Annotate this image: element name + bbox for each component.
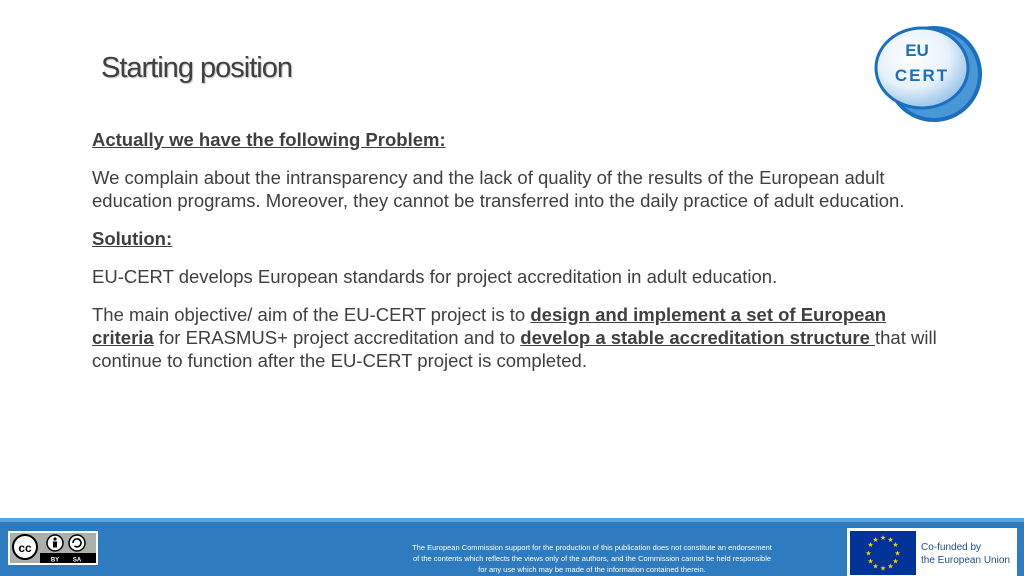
problem-text: We complain about the intransparency and the lack of quality of the results of the European adult education programs. Moreover, they cannot be transferred into the daily practice of adult education. xyxy=(92,167,905,211)
svg-text:★: ★ xyxy=(867,541,874,549)
svg-text:★: ★ xyxy=(879,564,887,573)
solution-heading: Solution: xyxy=(92,228,173,249)
slide-content xyxy=(92,128,942,387)
eu-disclaimer xyxy=(370,542,814,575)
objective-bold1: design and implement a set of European criteria xyxy=(92,304,887,348)
svg-text:★: ★ xyxy=(865,549,872,558)
solution-text: EU-CERT develops European standards for project accreditation in adult education. xyxy=(92,266,778,287)
eu-label-line1: Co-funded by xyxy=(921,542,982,553)
svg-text:★: ★ xyxy=(887,536,894,544)
eu-flag-icon xyxy=(850,531,916,575)
svg-text:★: ★ xyxy=(872,536,879,544)
slide-title: Starting position xyxy=(101,52,292,84)
eu-cert-logo xyxy=(872,18,990,126)
cc-license-badge[interactable] xyxy=(8,531,98,565)
logo-text-cert: CERT xyxy=(894,66,950,85)
eu-cofunded-label xyxy=(921,541,1017,567)
objective-part3: that will continue to function after the EU-CERT project is completed. xyxy=(92,327,937,371)
objective-paragraph xyxy=(92,303,942,372)
footer-bar xyxy=(0,518,1024,576)
svg-text:★: ★ xyxy=(892,541,899,549)
objective-bold2: develop a stable accreditation structure xyxy=(520,327,875,348)
svg-text:★: ★ xyxy=(867,557,874,566)
cc-icon: cc xyxy=(18,541,32,555)
by-label: BY xyxy=(50,557,60,563)
svg-text:★: ★ xyxy=(894,549,901,558)
eu-cofunded-badge xyxy=(847,528,1017,576)
svg-text:★: ★ xyxy=(872,562,879,571)
problem-heading: Actually we have the following Problem: xyxy=(92,129,446,150)
logo-text-eu: EU xyxy=(905,41,929,60)
objective-part1: The main objective/ aim of the EU-CERT project is to xyxy=(92,304,531,325)
sa-label: SA xyxy=(72,557,82,563)
disclaimer-line1: The European Commission support for the production of this publication does not constitute an endorsement xyxy=(412,543,772,552)
svg-text:★: ★ xyxy=(887,562,894,571)
disclaimer-line3: for any use which may be made of the information contained therein. xyxy=(478,565,706,574)
sa-icon xyxy=(69,535,85,551)
svg-text:★: ★ xyxy=(892,557,899,566)
svg-text:★: ★ xyxy=(879,534,887,542)
eu-label-line2: the European Union xyxy=(921,555,1010,566)
disclaimer-line2: of the contents which reflects the views only of the authors, and the Commission cannot be held responsible xyxy=(412,554,772,563)
objective-part2: for ERASMUS+ project accreditation and to xyxy=(153,327,521,348)
